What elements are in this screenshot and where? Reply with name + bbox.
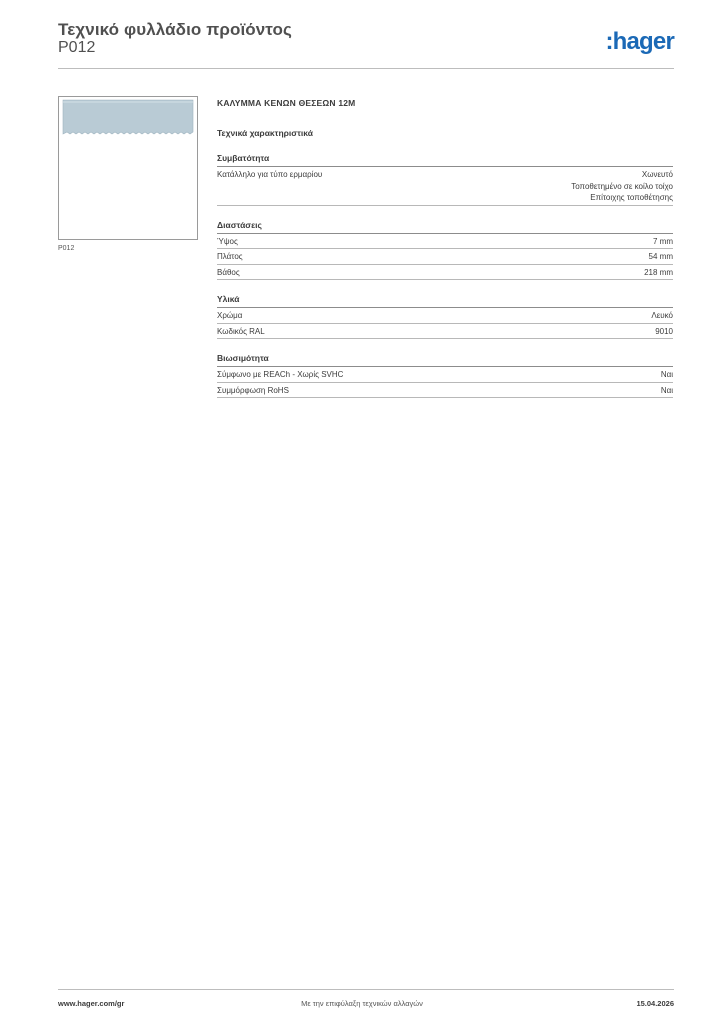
header-divider <box>58 68 674 69</box>
footer-date: 15.04.2026 <box>636 999 674 1008</box>
group-title: Υλικά <box>217 293 673 308</box>
spec-row <box>217 167 673 206</box>
hager-logo: :hager <box>605 28 674 55</box>
footer-disclaimer: Με την επιφύλαξη τεχνικών αλλαγών <box>301 999 423 1008</box>
product-code: P012 <box>58 39 96 56</box>
spec-value: 218 mm <box>644 267 673 277</box>
spec-value: 7 mm <box>653 236 673 246</box>
footer-divider <box>58 989 674 990</box>
spec-label: Κατάλληλο για τύπο ερμαρίου <box>217 170 323 179</box>
spec-label: Σύμφωνο με REACh - Χωρίς SVHC <box>217 370 344 379</box>
spec-values <box>571 169 673 204</box>
spec-label: Κωδικός RAL <box>217 326 265 336</box>
page-header <box>58 20 674 70</box>
cover-strip-shape <box>63 100 193 134</box>
spec-row <box>217 249 673 265</box>
group-title: Διαστάσεις <box>217 219 673 234</box>
spec-label: Χρώμα <box>217 311 243 320</box>
spec-value: Χωνευτό <box>641 170 673 179</box>
spec-group-materials <box>217 293 673 339</box>
group-title: Βιωσιμότητα <box>217 352 673 367</box>
spec-row <box>217 234 673 250</box>
spec-label: Συμμόρφωση RoHS <box>217 385 289 395</box>
document-title: Τεχνικό φυλλάδιο προϊόντος <box>58 20 292 39</box>
spec-group-dimensions <box>217 219 673 281</box>
spec-content <box>217 96 673 398</box>
image-caption: P012 <box>58 245 75 252</box>
spec-group-compatibility <box>217 152 673 206</box>
product-image <box>58 96 198 240</box>
product-name: ΚΑΛΥΜΜΑ ΚΕΝΩΝ ΘΕΣΕΩΝ 12M <box>217 98 356 108</box>
spec-row <box>217 308 673 324</box>
spec-value: Επίτοιχης τοποθέτησης <box>590 193 673 202</box>
group-title: Συμβατότητα <box>217 152 673 167</box>
spec-value: Τοποθετημένο σε κοίλο τοίχο <box>571 181 673 191</box>
spec-label: Πλάτος <box>217 252 243 261</box>
spec-row <box>217 383 673 399</box>
spec-value: 54 mm <box>648 252 673 261</box>
footer-website-link[interactable]: www.hager.com/gr <box>58 999 125 1008</box>
spec-label: Βάθος <box>217 267 240 277</box>
spec-value: Λευκό <box>651 311 673 320</box>
spec-row <box>217 367 673 383</box>
spec-label: Ύψος <box>217 236 238 246</box>
spec-row <box>217 265 673 281</box>
spec-row <box>217 324 673 340</box>
technical-specs-heading: Τεχνικά χαρακτηριστικά <box>217 128 313 138</box>
spec-group-sustainability <box>217 352 673 398</box>
spec-value: Ναι <box>660 385 673 395</box>
product-cover-illustration <box>59 97 197 239</box>
spec-value: 9010 <box>655 326 673 336</box>
spec-value: Ναι <box>660 370 673 379</box>
